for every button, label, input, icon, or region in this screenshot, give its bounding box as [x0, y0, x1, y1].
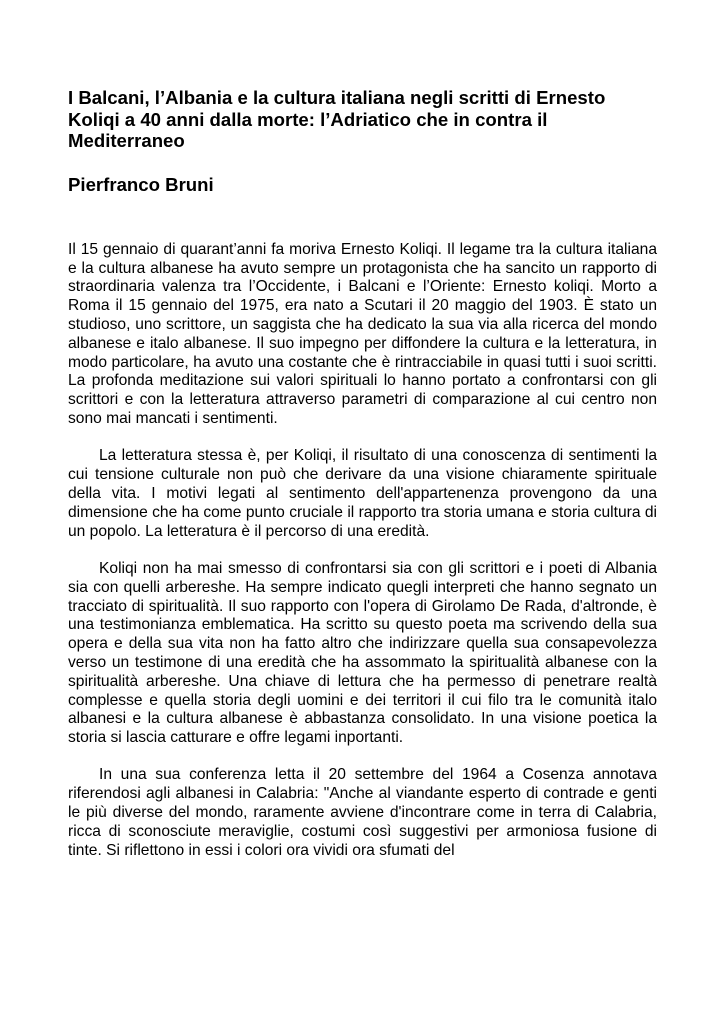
- article-body: [68, 241, 657, 861]
- paragraph-1: Il 15 gennaio di quarant’anni fa moriva Ernesto Koliqi. Il legame tra la cultura italiana e la cultura albanese ha avuto sempre un protagonista che ha sancito un rapporto di straordinaria valenza tra l’Occidente, i Balcani e l’Oriente: Ernesto koliqi. Morto a Roma il 15 gennaio del 1975, era nato a Scutari il 20 maggio del 1903. È stato un studioso, uno scrittore, un saggista che ha dedicato la sua via alla ricerca del mondo albanese e italo albanese. Il suo impegno per diffondere la cultura e la letteratura, in modo particolare, ha avuto una costante che è rintracciabile in quasi tutti i suoi scritti. La profonda meditazione sui valori spirituali lo hanno portato a confrontarsi con gli scrittori e con la letteratura attraverso parametri di comparazione al cui centro non sono mai mancati i sentimenti.: [68, 240, 657, 427]
- article-title: I Balcani, l’Albania e la cultura italiana negli scritti di Ernesto Koliqi a 40 anni dalla morte: l’Adriatico che in contra il Mediterraneo: [68, 87, 606, 152]
- paragraph-2: La letteratura stessa è, per Koliqi, il risultato di una conoscenza di sentimenti la cui tensione culturale non può che derivare da una visione chiaramente spirituale della vita. I motivi legati al sentimento dell'appartenenza provengono da una dimensione che ha come punto cruciale il rapporto tra storia umana e storia cultura di un popolo. La letteratura è il percorso di una eredità.: [68, 447, 657, 540]
- article-author: Pierfranco Bruni: [68, 173, 214, 195]
- paragraph-4: In una sua conferenza letta il 20 settembre del 1964 a Cosenza annotava riferendosi agli albanesi in Calabria: "Anche al viandante esperto di contrade e genti le più diverse del mondo, raramente avviene d'incontrare come in terra di Calabria, ricca di sconosciute meraviglie, costumi così suggestivi per armoniosa fusione di tinte. Si riflettono in essi i colori ora vividi ora sfumati del: [68, 766, 657, 859]
- paragraph-3: Koliqi non ha mai smesso di confrontarsi sia con gli scrittori e i poeti di Albania sia con quelli arbereshe. Ha sempre indicato quegli interpreti che hanno segnato un tracciato di spiritualità. Il suo rapporto con l'opera di Girolamo De Rada, d'altronde, è una testimonianza emblematica. Ha scritto su questo poeta ma scrivendo della sua opera e della sua vita non ha fatto altro che indirizzare quella sua consapevolezza verso un testimone di una eredità che ha assommato la spiritualità albanese con la spiritualità arbereshe. Una chiave di lettura che ha permesso di penetrare realtà complesse e quella storia degli uomini e dei territori il cui filo tra le comunità italo albanesi e la cultura albanese è abbastanza consolidato. In una visione poetica la storia si lascia catturare e offre legami inportanti.: [68, 559, 657, 747]
- document-page: [68, 87, 657, 860]
